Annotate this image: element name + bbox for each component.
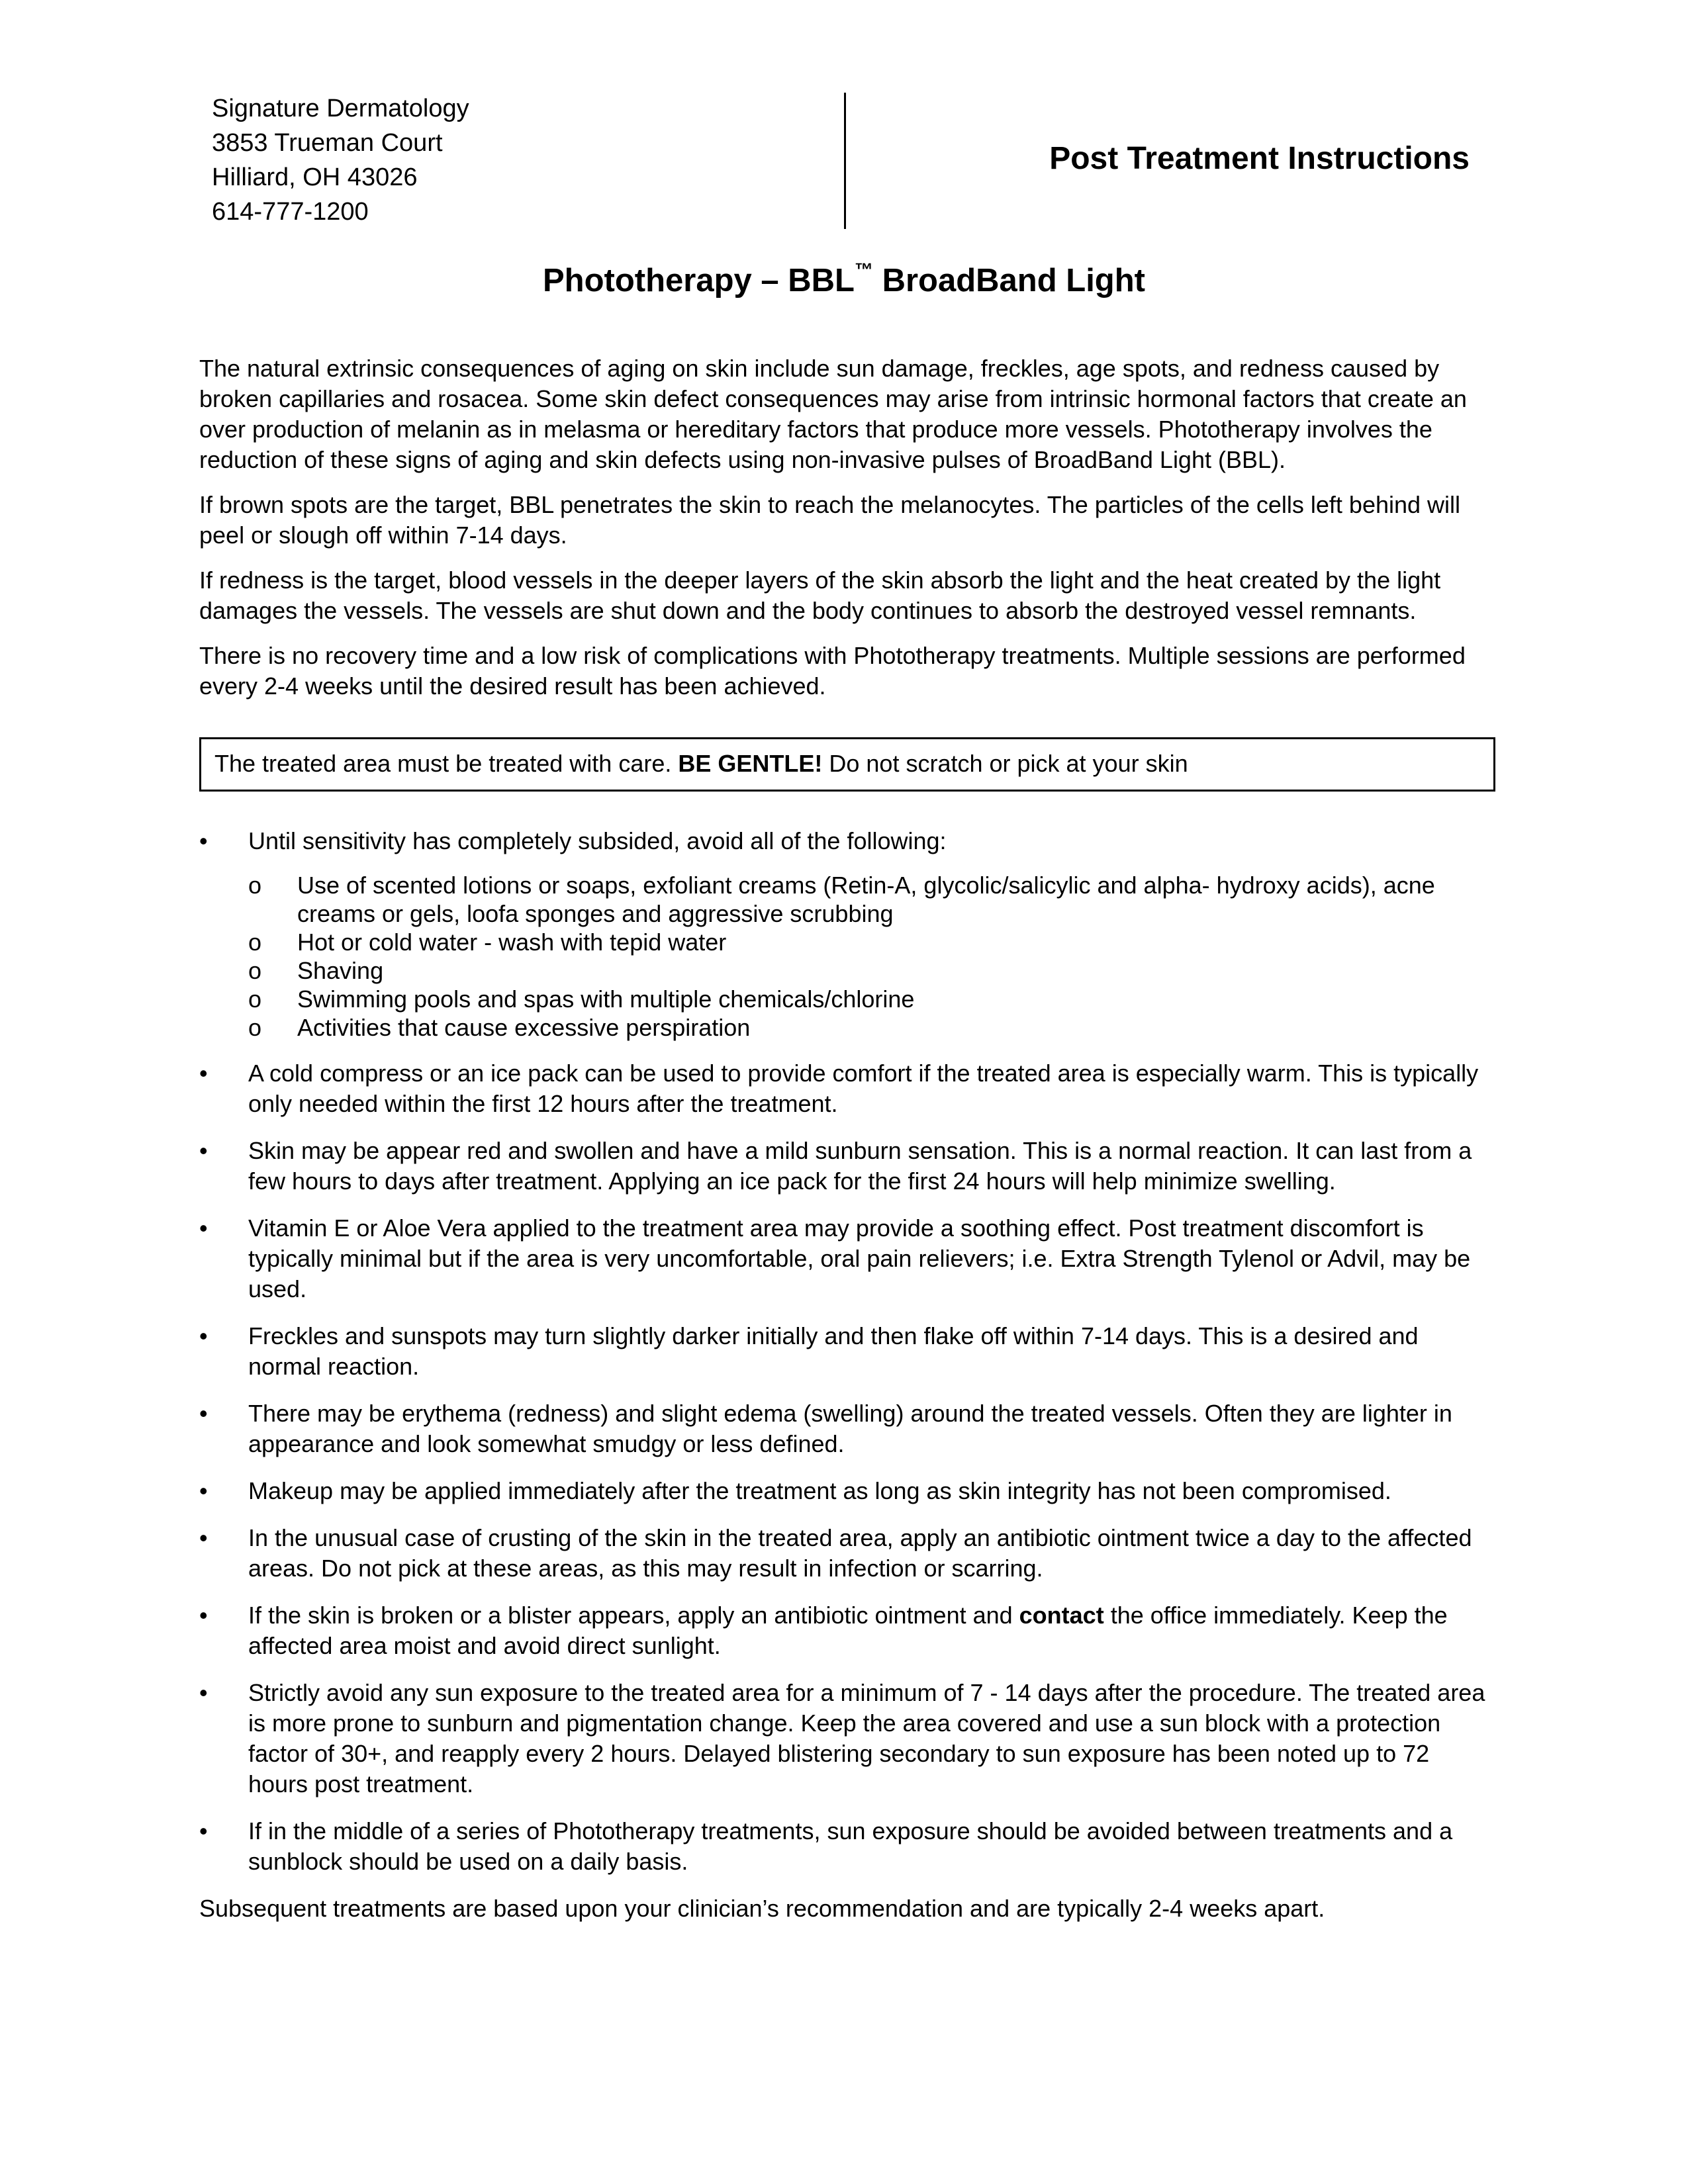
callout-text-end: Do not scratch or pick at your skin (822, 750, 1188, 777)
item-text: Vitamin E or Aloe Vera applied to the treatment area may provide a soothing effect. Post treatment discomfort is typically minimal but if the area is very uncomfortable, oral pain relievers; i.e. Extra Strength Tylenol or Advil, may be used. (248, 1214, 1471, 1302)
list-item (199, 826, 1490, 1042)
item-text: Makeup may be applied immediately after the treatment as long as skin integrity has not been compromised. (248, 1477, 1391, 1504)
intro-paragraph: The natural extrinsic consequences of aging on skin include sun damage, freckles, age spots, and redness caused by broken capillaries and rosacea. Some skin defect consequences may arise from intrinsic hormonal factors that create an over production of melanin as in melasma or hereditary factors that produce more vessels. Phototherapy involves the reduction of these signs of aging and skin defects using non-invasive pulses of BroadBand Light (BBL). (199, 355, 1467, 473)
sub-item-text: Use of scented lotions or soaps, exfoliant creams (Retin-A, glycolic/salicylic and alpha- hydroxy acids), acne creams or gels, loofa sponges and aggressive scrubbing (297, 872, 1435, 927)
header-divider (844, 93, 846, 229)
bullet-icon: • (199, 1524, 208, 1551)
item-text: Strictly avoid any sun exposure to the treated area for a minimum of 7 - 14 days after the procedure. The treated area is more prone to sunburn and pigmentation change. Keep the area covered and use a sun block with a protection factor of 30+, and reapply every 2 hours. Delayed blistering secondary to sun exposure has been noted up to 72 hours post treatment. (248, 1679, 1485, 1797)
circle-bullet-icon: o (248, 985, 262, 1013)
sub-item-text: Activities that cause excessive perspiration (297, 1014, 751, 1041)
circle-bullet-icon: o (248, 872, 262, 899)
list-item (199, 1678, 1490, 1799)
sub-item-text: Swimming pools and spas with multiple chemicals/chlorine (297, 985, 915, 1013)
item-emphasis: contact (1019, 1602, 1104, 1629)
bullet-icon: • (199, 1214, 208, 1242)
clinic-street: 3853 Trueman Court (212, 129, 443, 157)
item-text: If in the middle of a series of Phototherapy treatments, sun exposure should be avoided between treatments and a sunblock should be used on a daily basis. (248, 1817, 1453, 1875)
intro-paragraph: If redness is the target, blood vessels in the deeper layers of the skin absorb the light and the heat created by the light damages the vessels. The vessels are shut down and the body continues to absorb the destroyed vessel remnants. (199, 567, 1441, 624)
circle-bullet-icon: o (248, 957, 262, 984)
list-item (199, 1213, 1490, 1304)
list-item (199, 1136, 1490, 1197)
list-item (199, 1816, 1490, 1877)
bullet-icon: • (199, 1477, 208, 1504)
bullet-icon: • (199, 827, 208, 854)
item-text: Skin may be appear red and swollen and have a mild sunburn sensation. This is a normal reaction. It can last from a few hours to days after treatment. Applying an ice pack for the first 24 hours will help minimize swelling. (248, 1137, 1472, 1195)
item-text-start: If the skin is broken or a blister appears, apply an antibiotic ointment and (248, 1602, 1019, 1629)
sub-item-text: Shaving (297, 957, 384, 984)
item-text-end: the office immediately. Keep the affected area moist and avoid direct sunlight. (248, 1602, 1448, 1659)
item-text: There may be erythema (redness) and slight edema (swelling) around the treated vessels. Often they are lighter in appearance and look somewhat smudgy or less defined. (248, 1400, 1452, 1457)
instruction-list (199, 826, 1490, 1877)
item-text: In the unusual case of crusting of the skin in the treated area, apply an antibiotic ointment twice a day to the affected areas. Do not pick at these areas, as this may result in infection or scarring. (248, 1524, 1472, 1582)
circle-bullet-icon: o (248, 929, 262, 956)
bullet-icon: • (199, 1137, 208, 1164)
item-text: A cold compress or an ice pack can be used to provide comfort if the treated area is especially warm. This is typically only needed within the first 12 hours after the treatment. (248, 1060, 1479, 1117)
sub-item-text: Hot or cold water - wash with tepid water (297, 929, 727, 956)
title-rest: BroadBand Light (872, 263, 1145, 298)
clinic-address (212, 91, 469, 229)
item-text: Until sensitivity has completely subsided, avoid all of the following: (248, 827, 947, 854)
sub-list-item (248, 871, 1490, 928)
callout-text: The treated area must be treated with care. (214, 750, 679, 777)
bullet-icon: • (199, 1817, 208, 1844)
intro-paragraph: If brown spots are the target, BBL penetrates the skin to reach the melanocytes. The particles of the cells left behind will peel or slough off within 7-14 days. (199, 491, 1461, 549)
bullet-icon: • (199, 1060, 208, 1087)
clinic-name: Signature Dermatology (212, 95, 469, 122)
callout-emphasis: BE GENTLE! (678, 750, 823, 777)
care-callout-box (199, 737, 1495, 792)
circle-bullet-icon: o (248, 1014, 262, 1041)
title-main: Phototherapy – BBL (542, 263, 855, 298)
list-item (199, 1600, 1490, 1661)
list-item (199, 1398, 1490, 1459)
sub-list-item (248, 928, 1490, 956)
sub-list-item (248, 985, 1490, 1013)
list-item (199, 1321, 1490, 1382)
document-title (0, 259, 1688, 299)
sub-list-item (248, 956, 1490, 985)
clinic-city: Hilliard, OH 43026 (212, 163, 418, 191)
intro-paragraph: There is no recovery time and a low risk of complications with Phototherapy treatments. Multiple sessions are performed every 2-4 weeks until the desired result has been achieved. (199, 642, 1466, 700)
bullet-icon: • (199, 1322, 208, 1349)
sub-list-item (248, 1013, 1490, 1042)
header-title: Post Treatment Instructions (1049, 141, 1470, 176)
bullet-icon: • (199, 1602, 208, 1629)
list-item (199, 1476, 1490, 1506)
list-item (199, 1523, 1490, 1584)
item-text: Freckles and sunspots may turn slightly darker initially and then flake off within 7-14 days. This is a desired and normal reaction. (248, 1322, 1419, 1380)
bullet-icon: • (199, 1400, 208, 1427)
document-body (199, 353, 1490, 1938)
clinic-phone: 614-777-1200 (212, 198, 369, 226)
trademark-mark: ™ (854, 259, 873, 280)
item-text (248, 1602, 1448, 1659)
closing-paragraph: Subsequent treatments are based upon your clinician’s recommendation and are typically 2-4 weeks apart. (199, 1895, 1325, 1922)
avoid-sublist (248, 871, 1490, 1042)
bullet-icon: • (199, 1679, 208, 1706)
list-item (199, 1058, 1490, 1119)
